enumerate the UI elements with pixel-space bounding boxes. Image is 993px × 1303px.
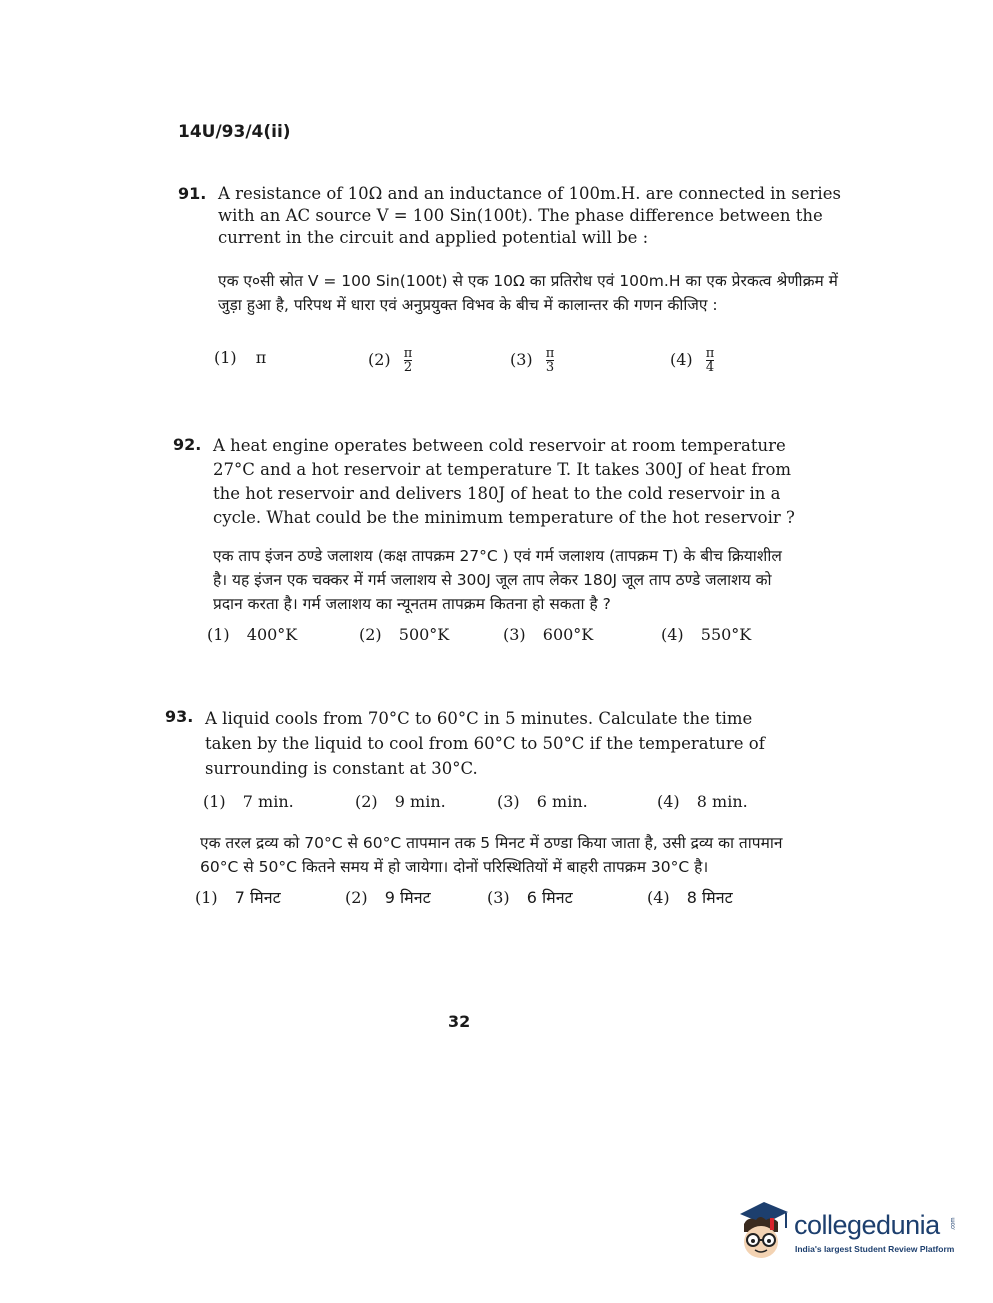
options	[207, 618, 798, 652]
logo-tagline: India's largest Student Review Platform	[795, 1244, 955, 1254]
option-label: (3)	[503, 625, 526, 644]
option-label: (1)	[214, 348, 237, 367]
option-value: 7 मिनट	[234, 888, 281, 907]
option-2	[355, 791, 446, 813]
question-92	[173, 434, 798, 652]
option-label: (4)	[647, 888, 670, 907]
options	[214, 341, 858, 375]
option-value: 8 मिनट	[686, 888, 733, 907]
question-number: 92.	[173, 435, 202, 454]
question-text-english: A liquid cools from 70°C to 60°C in 5 minutes. Calculate the time taken by the liquid to cool from 60°C to 50°C if the temperature of surrounding is constant at 30°C.	[205, 709, 765, 778]
option-value: 500°K	[398, 625, 450, 644]
option-label: (1)	[203, 792, 226, 811]
option-label: (1)	[207, 625, 230, 644]
question-91	[178, 183, 858, 375]
option-1	[195, 887, 281, 909]
option-3	[503, 624, 593, 646]
question-text-english: A resistance of 10Ω and an inductance of 100m.H. are connected in series with an AC source V = 100 Sin(100t). The phase difference between the current in the circuit and applied potential will be :	[218, 184, 841, 247]
denominator: 2	[403, 360, 413, 375]
question-number: 91.	[178, 184, 207, 203]
option-2	[345, 887, 431, 909]
option-value: 6 min.	[536, 792, 588, 811]
option-4	[657, 791, 748, 813]
page-number: 32	[448, 1012, 471, 1031]
fraction	[706, 347, 715, 374]
fraction	[404, 347, 413, 374]
question-93	[165, 706, 790, 915]
numerator: π	[705, 346, 715, 361]
option-value: π	[255, 348, 267, 367]
question-text-hindi: एक तरल द्रव्य को 70°C से 60°C तापमान तक 5 मिनट में ठण्डा किया जाता है, उसी द्रव्य का तापमान 60°C से 50°C कितने समय में हो जायेगा। दोनों परिस्थितियों में बाहरी तापक्रम 30°C है।	[200, 834, 783, 876]
numerator: π	[403, 346, 413, 361]
option-2	[368, 347, 412, 374]
option-4	[661, 624, 751, 646]
option-value: 7 min.	[242, 792, 294, 811]
option-label: (2)	[345, 888, 368, 907]
option-label: (4)	[670, 350, 693, 369]
option-1	[207, 624, 297, 646]
numerator: π	[545, 346, 555, 361]
option-label: (3)	[497, 792, 520, 811]
option-value: 550°K	[700, 625, 752, 644]
option-label: (4)	[657, 792, 680, 811]
option-value: 9 min.	[394, 792, 446, 811]
option-label: (3)	[487, 888, 510, 907]
denominator: 3	[545, 360, 555, 375]
option-label: (2)	[359, 625, 382, 644]
question-number: 93.	[165, 707, 194, 726]
option-1	[203, 791, 294, 813]
question-text-english: A heat engine operates between cold reservoir at room temperature 27°C and a hot reservoir at temperature T. It takes 300J of heat from the hot reservoir and delivers 180J of heat to the cold reservoir in a cycle. What could be the minimum temperature of the hot reservoir ?	[213, 436, 795, 527]
option-value: 6 मिनट	[526, 888, 573, 907]
option-2	[359, 624, 449, 646]
option-4	[670, 347, 714, 374]
option-label: (4)	[661, 625, 684, 644]
denominator: 4	[705, 360, 715, 375]
option-value: 400°K	[246, 625, 298, 644]
option-label: (2)	[368, 350, 391, 369]
logo-suffix: .com	[950, 1217, 957, 1231]
collegedunia-logo[interactable]	[734, 1198, 964, 1268]
option-3	[487, 887, 573, 909]
option-label: (2)	[355, 792, 378, 811]
question-text-hindi: एक ए०सी स्रोत V = 100 Sin(100t) से एक 10Ω का प्रतिरोध एवं 100m.H का एक प्रेरकत्व श्रेणीक्रम में जुड़ा हुआ है, परिपथ में धारा एवं अनुप्रयुक्त विभव के बीच में कालान्तर की गणन कीजिए :	[218, 272, 838, 314]
option-3	[510, 347, 554, 374]
fraction	[546, 347, 555, 374]
mascot-icon	[734, 1198, 794, 1268]
logo-wordmark: collegedunia	[794, 1210, 940, 1240]
option-label: (3)	[510, 350, 533, 369]
paper-code: 14U/93/4(ii)	[178, 122, 291, 142]
option-value: 9 मिनट	[384, 888, 431, 907]
option-4	[647, 887, 733, 909]
question-text-hindi: एक ताप इंजन ठण्डे जलाशय (कक्ष तापक्रम 27°C ) एवं गर्म जलाशय (तापक्रम T) के बीच क्रियाशील है। यह इंजन एक चक्कर में गर्म जलाशय से 300J जूल ताप लेकर 180J जूल ताप ठण्डे जलाशय को प्रदान करता है। गर्म जलाशय का न्यूनतम तापक्रम कितना हो सकता है ?	[213, 547, 782, 613]
options-english	[205, 785, 790, 819]
option-label: (1)	[195, 888, 218, 907]
option-3	[497, 791, 588, 813]
option-value: 8 min.	[696, 792, 748, 811]
option-1	[214, 347, 266, 369]
option-value: 600°K	[542, 625, 594, 644]
options-hindi	[195, 881, 790, 915]
